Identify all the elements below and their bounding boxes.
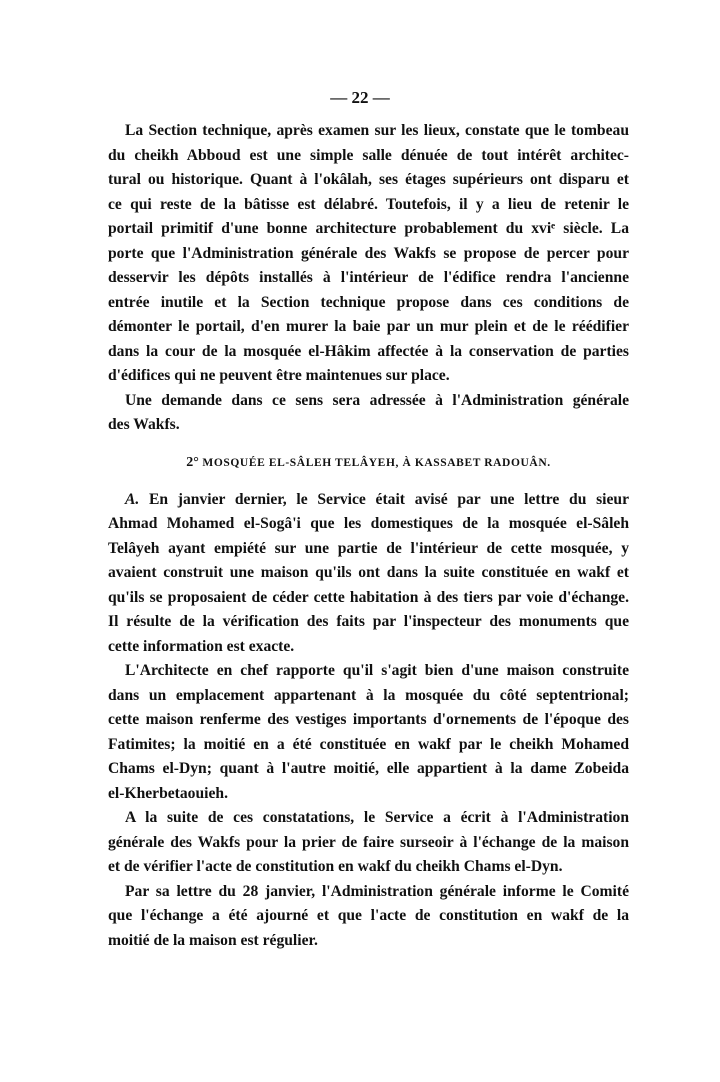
- text-line: générale des Wakfs pour la prier de faire surseoir à l'échange de la maison: [108, 833, 629, 851]
- section-title: MOSQUÉE EL-SÂLEH TELÂYEH, À KASSABET RADOUÂN.: [202, 456, 551, 469]
- text-line: cette maison renferme des vestiges importants d'ornements de l'époque des: [108, 711, 629, 728]
- text-line: A la suite de ces constatations, le Service a écrit à l'Administration: [125, 809, 629, 826]
- text-line: desservir les dépôts installés à l'intérieur de l'édifice rendra l'ancienne: [108, 269, 629, 286]
- body-text: [108, 119, 629, 953]
- text-line: cette information est exacte.: [108, 637, 295, 655]
- paragraph-label: A.: [125, 490, 140, 508]
- text-line: d'édifices qui ne peuvent être maintenues sur place.: [108, 367, 450, 384]
- text-line: Une demande dans ce sens sera adressée à l'Administration générale: [125, 391, 629, 409]
- text-line: dans un emplacement appartenant à la mosquée du côté septentrional;: [108, 686, 629, 704]
- text-line: du cheikh Abboud est une simple salle dénuée de tout intérêt architec-: [108, 146, 629, 164]
- text-line: [108, 488, 629, 513]
- text-line: Chams el-Dyn; quant à l'autre moitié, elle appartient à la dame Zobeida: [108, 760, 629, 777]
- text-line: La Section technique, après examen sur les lieux, constate que le tombeau: [125, 122, 629, 139]
- text-line: et de vérifier l'acte de constitution en wakf du cheikh Chams el-Dyn.: [108, 858, 563, 875]
- text-line: portail primitif d'une bonne architecture probablement du xviᵉ siècle. La: [108, 220, 629, 237]
- paragraph-2: [108, 389, 629, 438]
- text-line: L'Architecte en chef rapporte qu'il s'agit bien d'une maison construite: [125, 662, 629, 679]
- text-line: Telâyeh ayant empiété sur une partie de l'intérieur de cette mosquée, y: [108, 539, 629, 557]
- text-line: des Wakfs.: [108, 416, 180, 433]
- text-line: que l'échange a été ajourné et que l'acte de constitution en wakf de la: [108, 907, 629, 924]
- text-line: Ahmad Mohamed el-Sogâ'i que les domestiques de la mosquée el-Sâleh: [108, 515, 629, 532]
- text-line: tural ou historique. Quant à l'okâlah, ses étages supérieurs ont disparu et: [108, 171, 629, 188]
- section-heading: [108, 446, 629, 480]
- text-line: qu'ils se proposaient de céder cette habitation à des tiers par voie d'échange.: [108, 588, 629, 606]
- text-line: Il résulte de la vérification des faits par l'inspecteur des monuments que: [108, 613, 629, 630]
- text-line-content: En janvier dernier, le Service était avisé par une lettre du sieur: [139, 490, 629, 508]
- text-line: Fatimites; la moitié en a été constituée en wakf par le cheikh Mohamed: [108, 735, 629, 753]
- text-line: ce qui reste de la bâtisse est délabré. Toutefois, il y a lieu de retenir le: [108, 195, 629, 213]
- text-line: Par sa lettre du 28 janvier, l'Administration générale informe le Comité: [125, 882, 629, 900]
- text-line: dans la cour de la mosquée el-Hâkim affectée à la conservation de parties: [108, 342, 629, 360]
- text-line: démonter le portail, d'en murer la baie par un mur plein et de le réédifier: [108, 318, 629, 335]
- paragraph-3: [108, 488, 629, 660]
- paragraph-5: [108, 806, 629, 880]
- text-line: el-Kherbetaouieh.: [108, 784, 228, 802]
- paragraph-1: [108, 119, 629, 389]
- paragraph-4: [108, 659, 629, 806]
- text-line: porte que l'Administration générale des Wakfs se propose de percer pour: [108, 244, 629, 262]
- section-number: 2°: [186, 454, 199, 470]
- page-number: — 22 —: [330, 88, 390, 107]
- text-line: entrée inutile et la Section technique propose dans ces conditions de: [108, 293, 629, 311]
- text-line: avaient construit une maison qu'ils ont dans la suite constituée en wakf et: [108, 564, 629, 581]
- text-line: moitié de la maison est régulier.: [108, 931, 318, 949]
- paragraph-6: [108, 880, 629, 954]
